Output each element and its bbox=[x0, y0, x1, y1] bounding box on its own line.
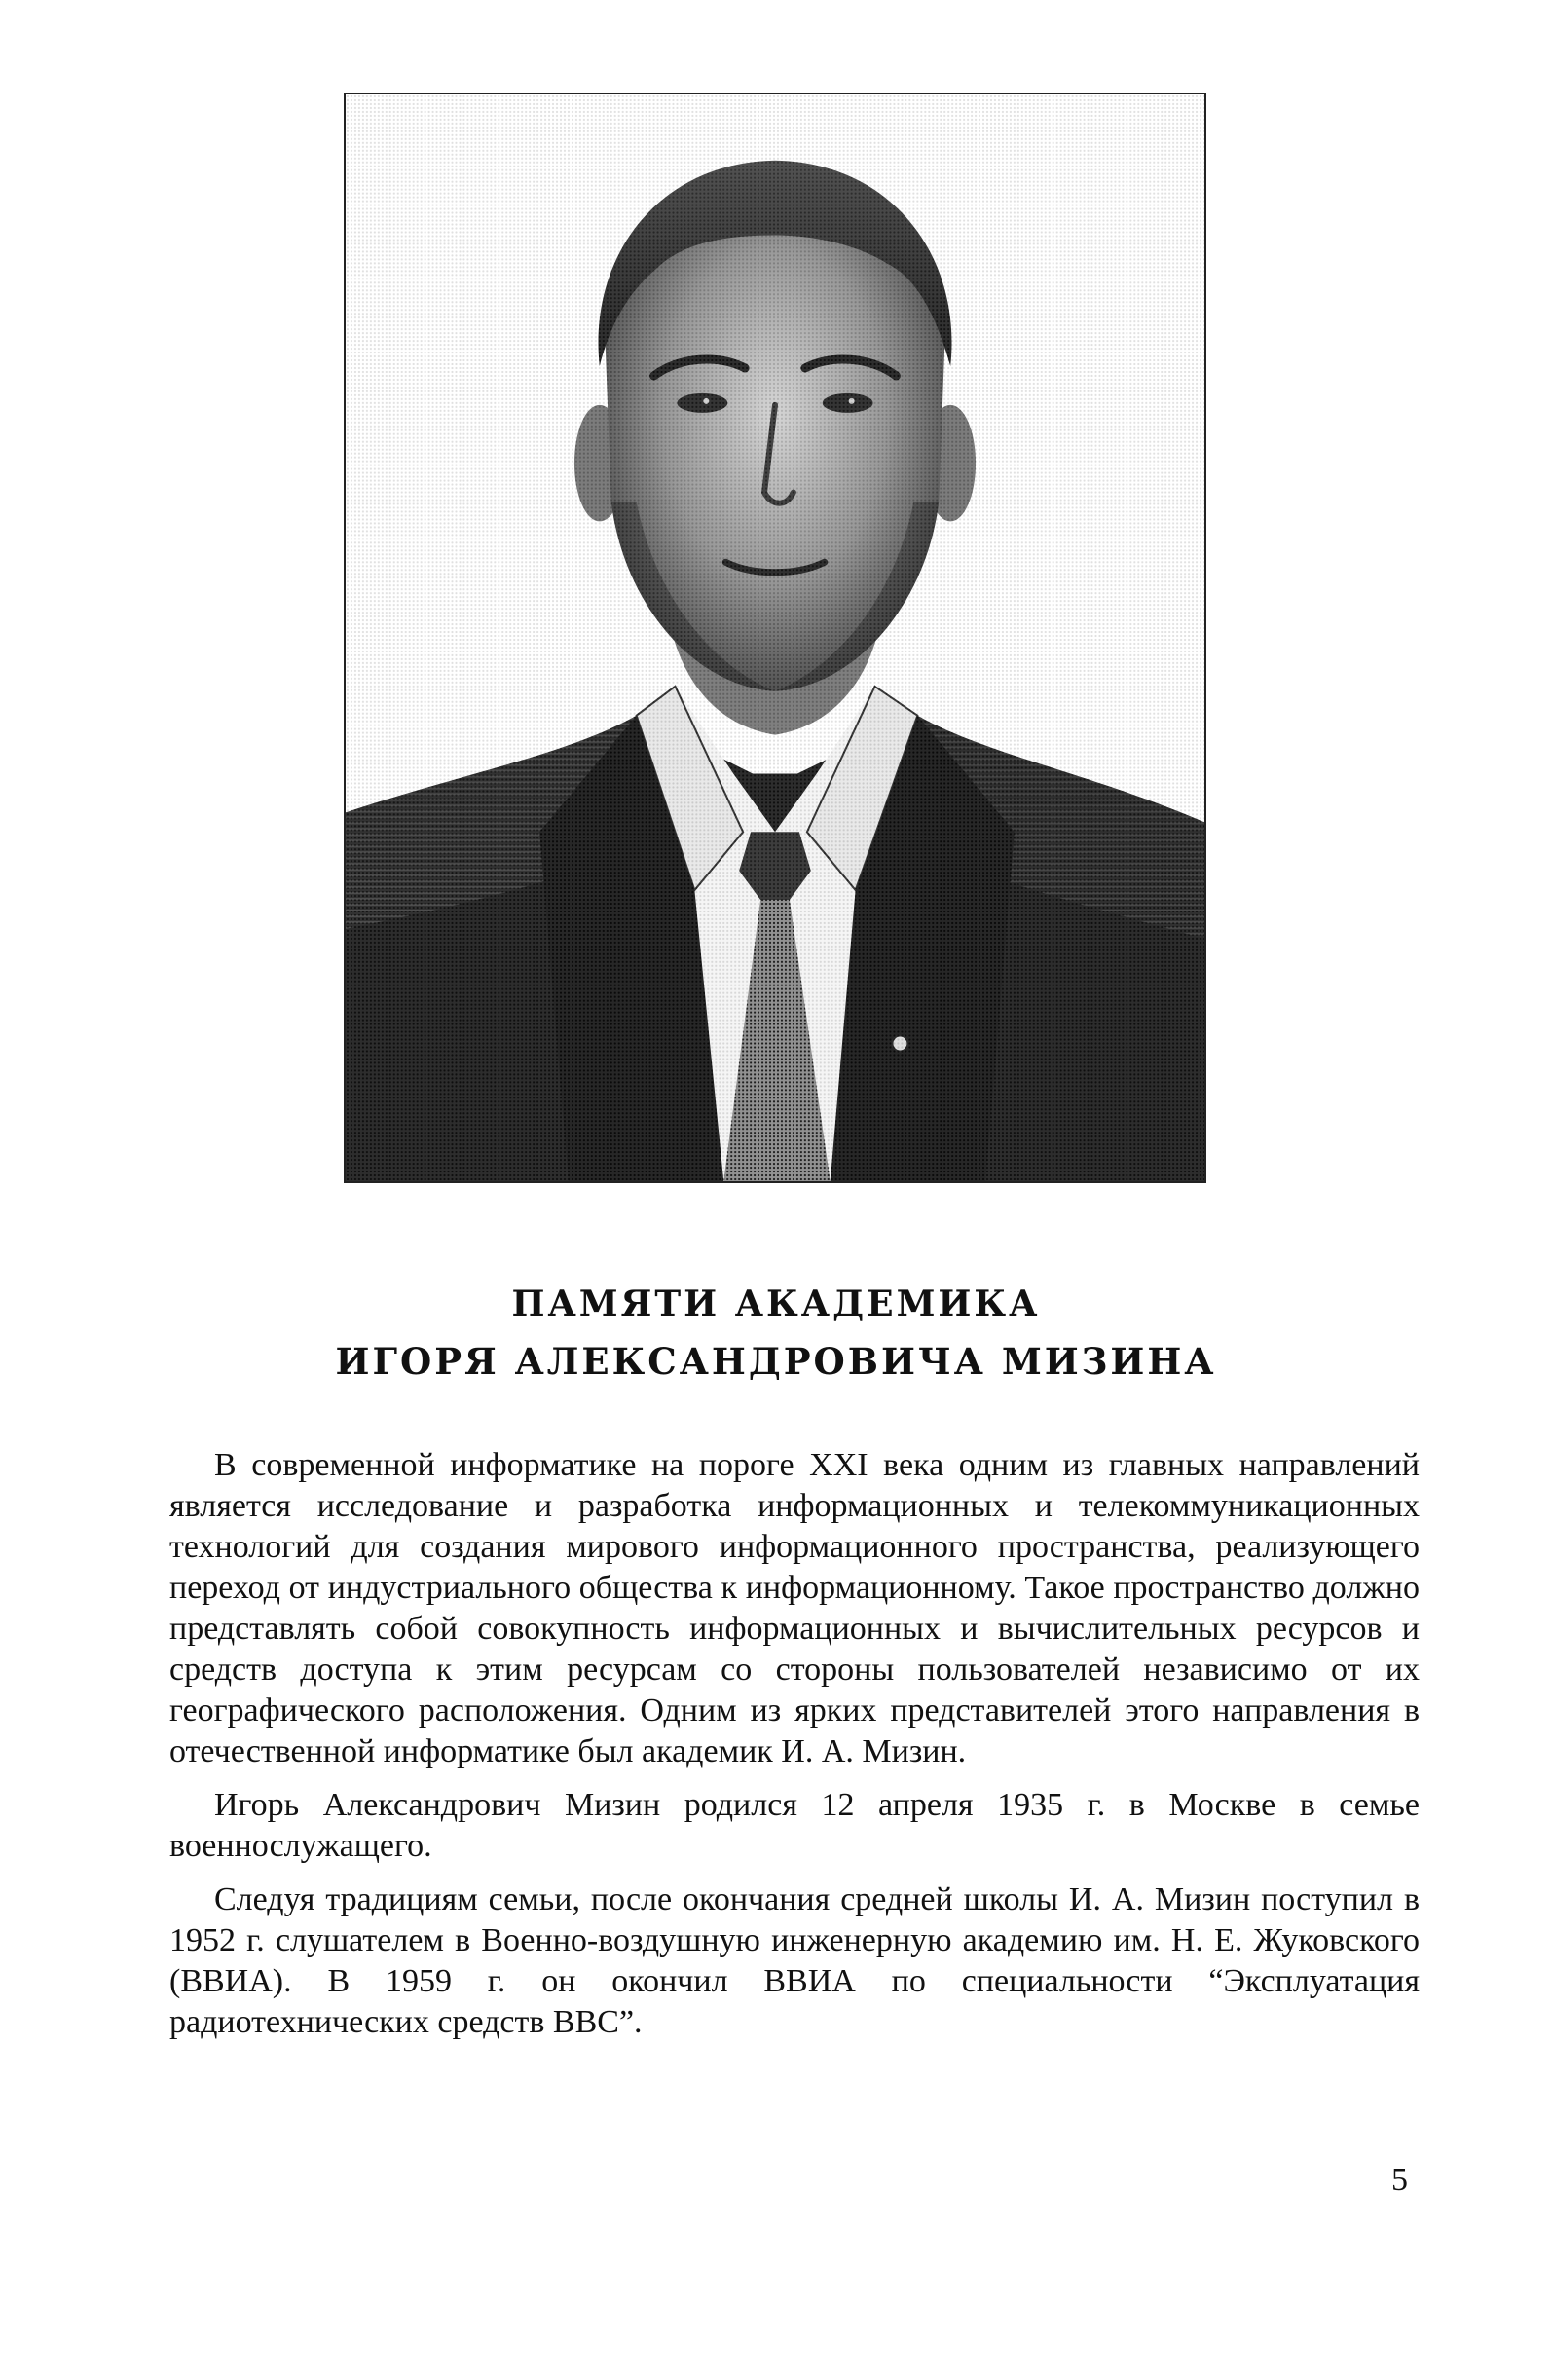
page-number: 5 bbox=[1391, 2162, 1408, 2198]
paragraph-education: Следуя традициям семьи, после окончания средней школы И. А. Мизин поступил в 1952 г. слушателем в Военно-воздушную инженерную академию им. Н. Е. Жуковского (ВВИА). В 1959 г. он окончил ВВИА по специальности “Эксплуатация радиотехнических средств ВВС”. bbox=[169, 1881, 1420, 2040]
article-body bbox=[169, 1445, 1420, 2056]
portrait-photo bbox=[344, 93, 1206, 1183]
portrait-illustration bbox=[346, 94, 1204, 1181]
heading-line-1: ПАМЯТИ АКАДЕМИКА bbox=[511, 1283, 1041, 1324]
heading-line-2: ИГОРЯ АЛЕКСАНДРОВИЧА МИЗИНА bbox=[335, 1340, 1217, 1383]
paragraph-intro: В современной информатике на пороге XXI века одним из главных направлений является исследование и разработка информационных и телекоммуникационных технологий для создания мирового информационного пространства, реализующего переход от индустриального общества к информационному. Такое пространство должно представлять собой совокупность информационных и вычислительных ресурсов и средств доступа к этим ресурсам со стороны пользователей независимо от их географического расположения. Одним из ярких представителей этого направления в отечественной информатике был академик И. А. Мизин. bbox=[169, 1447, 1420, 1769]
paragraph-birth: Игорь Александрович Мизин родился 12 апреля 1935 г. в Москве в семье военнослужащего. bbox=[169, 1787, 1420, 1864]
